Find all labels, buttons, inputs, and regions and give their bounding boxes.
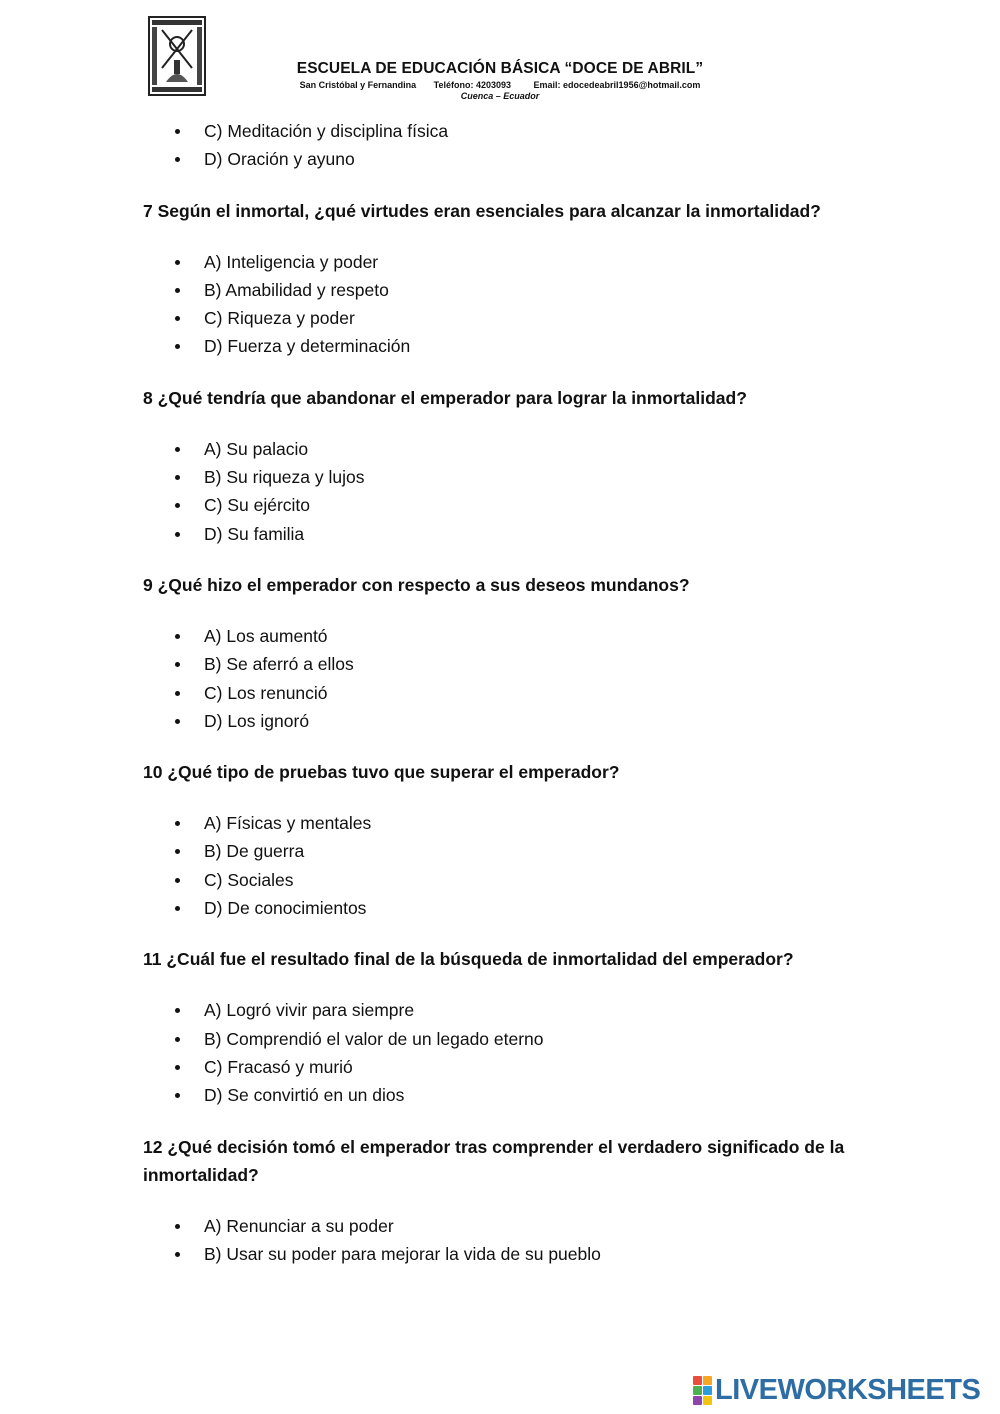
option-item[interactable]: C) Los renunció	[143, 679, 863, 707]
question-8: 8 ¿Qué tendría que abandonar el emperador para lograr la inmortalidad?	[143, 387, 747, 408]
option-list	[143, 248, 863, 361]
option-item[interactable]: A) Los aumentó	[143, 622, 863, 650]
option-item[interactable]: A) Físicas y mentales	[143, 809, 863, 837]
option-item[interactable]: B) Se aferró a ellos	[143, 650, 863, 678]
option-item[interactable]: D) Fuerza y determinación	[143, 332, 863, 360]
option-item[interactable]: A) Su palacio	[143, 435, 863, 463]
logo-square	[693, 1386, 702, 1395]
option-item[interactable]: C) Su ejército	[143, 491, 863, 519]
option-list	[143, 1212, 863, 1269]
option-item[interactable]: B) De guerra	[143, 837, 863, 865]
option-item[interactable]: D) Oración y ayuno	[143, 145, 863, 173]
liveworksheets-logo[interactable]	[693, 1374, 980, 1406]
option-item[interactable]: C) Sociales	[143, 866, 863, 894]
logo-square	[703, 1376, 712, 1385]
school-city: Cuenca – Ecuador	[460, 91, 540, 101]
question-10: 10 ¿Qué tipo de pruebas tuvo que superar el emperador?	[143, 762, 620, 783]
question-7: 7 Según el inmortal, ¿qué virtudes eran esenciales para alcanzar la inmortalidad?	[143, 200, 821, 221]
option-item[interactable]: B) Su riqueza y lujos	[143, 463, 863, 491]
option-list	[143, 809, 863, 922]
question-12: 12 ¿Qué decisión tomó el emperador tras comprender el verdadero significado de la inmortalidad?	[143, 1136, 845, 1185]
option-item[interactable]: D) De conocimientos	[143, 894, 863, 922]
option-item[interactable]: C) Fracasó y murió	[143, 1053, 863, 1081]
school-crest-icon	[148, 16, 206, 96]
option-item[interactable]: C) Meditación y disciplina física	[143, 117, 863, 145]
worksheet-content	[143, 117, 863, 1268]
question-11: 11 ¿Cuál fue el resultado final de la búsqueda de inmortalidad del emperador?	[143, 949, 794, 970]
option-item[interactable]: B) Usar su poder para mejorar la vida de su pueblo	[143, 1240, 863, 1268]
logo-square	[693, 1396, 702, 1405]
option-item[interactable]: B) Comprendió el valor de un legado eterno	[143, 1025, 863, 1053]
option-list	[143, 996, 863, 1109]
option-item[interactable]: C) Riqueza y poder	[143, 304, 863, 332]
school-name: ESCUELA DE EDUCACIÓN BÁSICA “DOCE DE ABRIL”	[296, 60, 704, 77]
liveworksheets-brand: LIVEWORKSHEETS	[715, 1373, 981, 1406]
option-item[interactable]: A) Inteligencia y poder	[143, 248, 863, 276]
option-item[interactable]: B) Amabilidad y respeto	[143, 276, 863, 304]
option-item[interactable]: D) Se convirtió en un dios	[143, 1081, 863, 1109]
question-9: 9 ¿Qué hizo el emperador con respecto a sus deseos mundanos?	[143, 574, 690, 595]
option-item[interactable]: D) Su familia	[143, 520, 863, 548]
option-list	[143, 622, 863, 735]
liveworksheets-mark-icon	[693, 1376, 712, 1405]
option-item[interactable]: A) Logró vivir para siempre	[143, 996, 863, 1024]
option-item[interactable]: D) Los ignoró	[143, 707, 863, 735]
school-contact-line: San Cristóbal y Fernandina Teléfono: 4203093 Email: edocedeabril1956@hotmail.com	[299, 80, 701, 90]
option-list	[143, 117, 863, 174]
logo-square	[703, 1396, 712, 1405]
option-item[interactable]: A) Renunciar a su poder	[143, 1212, 863, 1240]
logo-square	[693, 1376, 702, 1385]
option-list	[143, 435, 863, 548]
logo-square	[703, 1386, 712, 1395]
